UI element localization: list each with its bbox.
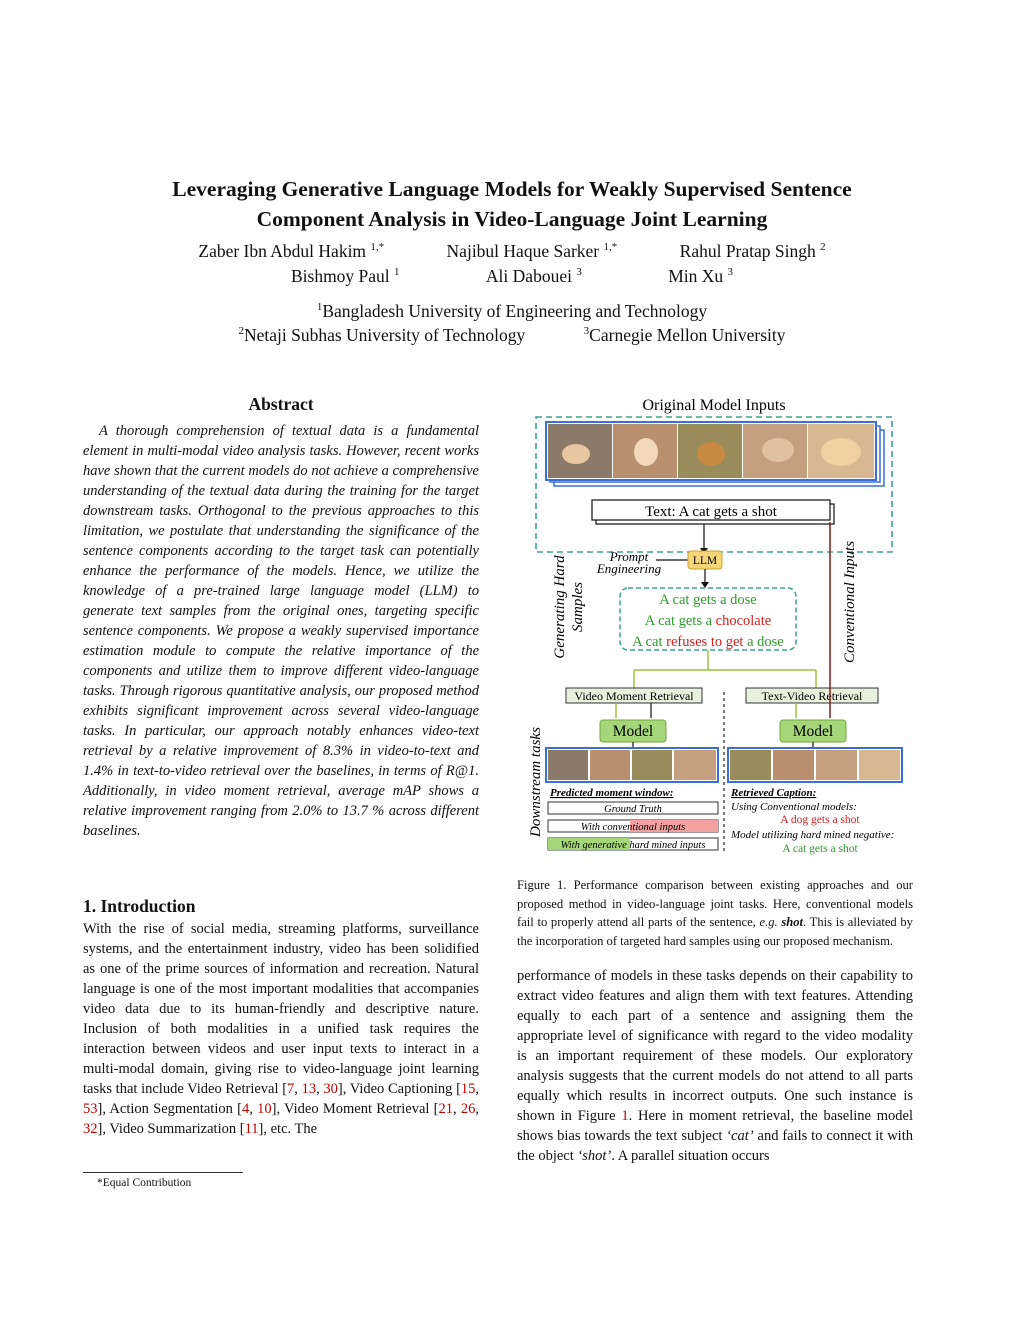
figure-top-label: Original Model Inputs (642, 397, 786, 414)
author-row-2 (60, 266, 964, 287)
citation-link[interactable]: 10 (257, 1101, 272, 1117)
citation-link[interactable]: 32 (83, 1121, 98, 1137)
generated-sample-3: A cat refuses to get a dose (632, 634, 784, 650)
input-text: Text: A cat gets a shot (645, 504, 777, 520)
engineering-label: Engineering (596, 561, 662, 576)
side-label-downstream: Downstream tasks (528, 727, 544, 837)
affiliation-1: $^1$Bangladesh University of Engineering and Technology (316, 301, 708, 321)
citation-link[interactable]: 21 (438, 1101, 454, 1117)
bar-label: With generative hard mined inputs (560, 840, 706, 851)
abstract-body: A thorough comprehension of textual data is a fundamental element in multi-modal video analysis tasks. However, recent works have shown that the current models do not achieve a comprehensive understanding of the textual data during the training for the target downstream tasks. Orthogonal to the previous approaches to this limitation, we postulate that understanding the significance of the sentence components according to the target task can potentially enhance the performance of the models. Hence, we utilize the knowledge of a pre-trained large language model (LLM) to generate text samples from the original ones, targeting specific sentence components. We propose a weakly supervised importance estimation module to compute the relative importance of the components and utilize them to improve different video-language tasks. Through rigorous quantitative analysis, our proposed method exhibits significant improvement across several video-language tasks. In particular, our approach notably enhances video-text retrieval by a relative improvement of 8.3% in video-to-text and 1.4% in text-to-video retrieval over the baselines, in terms of R@1. Additionally, in video moment retrieval, average mAP shows a relative improvement ranging from 2.0% to 13.7 % across different baselines. (83, 423, 479, 839)
side-label-conventional: Conventional Inputs (842, 540, 858, 664)
title-line-1: Leveraging Generative Language Models for Weakly Supervised Sentence (172, 177, 852, 201)
retrieved-caption-title: Retrieved Caption: (731, 787, 817, 799)
retrieved-hard-caption: A cat gets a shot (782, 843, 858, 855)
affiliation-row-2 (60, 325, 964, 346)
task-label: Text-Video Retrieval (761, 689, 863, 703)
citation-link[interactable]: 26 (460, 1101, 476, 1117)
retrieved-conv-label: Using Conventional models: (731, 801, 857, 813)
author: Najibul Haque Sarker $^{1,*}$ (446, 241, 618, 261)
affiliation-3: $^3$Carnegie Mellon University (583, 325, 786, 345)
generated-sample-2: A cat gets a chocolate (644, 613, 772, 629)
right-column-body: performance of models in these tasks depends on their capability to extract video features and align them with text features. Attending equally to each part of a sentence and assigning them the appropriate level of significance with regard to the video modality is an important requirement of these models. Our exploratory analysis suggests that the current models do not attend to all parts equally which results in incorrect outputs. One such instance is shown in Figure 1. Here in moment retrieval, the baseline model shows bias towards the text subject ‘cat’ and fails to connect it with the object ‘shot’. A parallel situation occurs (517, 968, 913, 1164)
model-label: Model (792, 723, 834, 740)
predicted-window-title: Predicted moment window: (550, 787, 674, 799)
footnote-rule (83, 1172, 243, 1173)
citation-link[interactable]: 11 (244, 1121, 259, 1137)
retrieved-hard-label: Model utilizing hard mined negative: (731, 829, 895, 841)
model-label: Model (612, 723, 654, 740)
footnote: *Equal Contribution (97, 1177, 192, 1189)
author: Zaber Ibn Abdul Hakim $^{1,*}$ (198, 241, 385, 261)
llm-label: LLM (692, 555, 718, 567)
retrieved-conv-caption: A dog gets a shot (780, 814, 860, 826)
author: Min Xu $^3$ (668, 266, 734, 286)
intro-body: With the rise of social media, streaming platforms, surveillance systems, and the entertainment industry, video has been solidified as one of the prime sources of information and recreation. Natural language is one of the most important modalities that accompanies video data due to its human-friendly and descriptive nature. Inclusion of both modalities in a unified task requires the interaction between videos and user input texts to interact in a multi-modal domain, giving rise to video-language joint learning tasks that include Video Retrieval [7, 13, 30], Video Captioning [15, 53], Action Segmentation [4, 10], Video Moment Retrieval [21, 26, 32], Video Summarization [11], etc. The (83, 921, 480, 1137)
title-line-2: Component Analysis in Video-Language Joint Learning (256, 207, 768, 231)
author-row-1 (60, 241, 964, 262)
author: Rahul Pratap Singh $^2$ (679, 241, 826, 261)
prompt-label: Prompt (609, 549, 649, 564)
author: Ali Dabouei $^3$ (485, 266, 582, 286)
citation-link[interactable]: 53 (83, 1101, 98, 1117)
paper-title (60, 174, 964, 234)
citation-link[interactable]: 7 (287, 1081, 295, 1097)
bar-label: Ground Truth (604, 804, 662, 815)
abstract-heading: Abstract (248, 394, 314, 414)
affiliation-2: $^2$Netaji Subhas University of Technology (238, 325, 526, 345)
intro-heading: 1. Introduction (83, 896, 196, 916)
side-label-samples: Samples (570, 582, 586, 632)
figure-caption: Figure 1. Performance comparison between existing approaches and our proposed method in video-language joint tasks. Here, conventional models fail to properly attend all parts of the sentence, e.g. shot. This is alleviated by the incorporation of targeted hard samples using our proposed mechanism. (517, 878, 913, 948)
side-label-generating: Generating Hard (552, 555, 568, 659)
task-label: Video Moment Retrieval (574, 689, 694, 703)
citation-link[interactable]: 4 (241, 1101, 250, 1117)
figure-1 (516, 392, 916, 862)
citation-link[interactable]: 30 (323, 1081, 338, 1097)
citation-link[interactable]: 13 (301, 1081, 317, 1097)
generated-sample-1: A cat gets a dose (659, 592, 757, 608)
citation-link[interactable]: 15 (460, 1081, 476, 1097)
bar-label: With conventional inputs (580, 822, 686, 833)
figure-ref-link[interactable]: 1 (621, 1108, 629, 1124)
author: Bishmoy Paul $^1$ (290, 266, 400, 286)
